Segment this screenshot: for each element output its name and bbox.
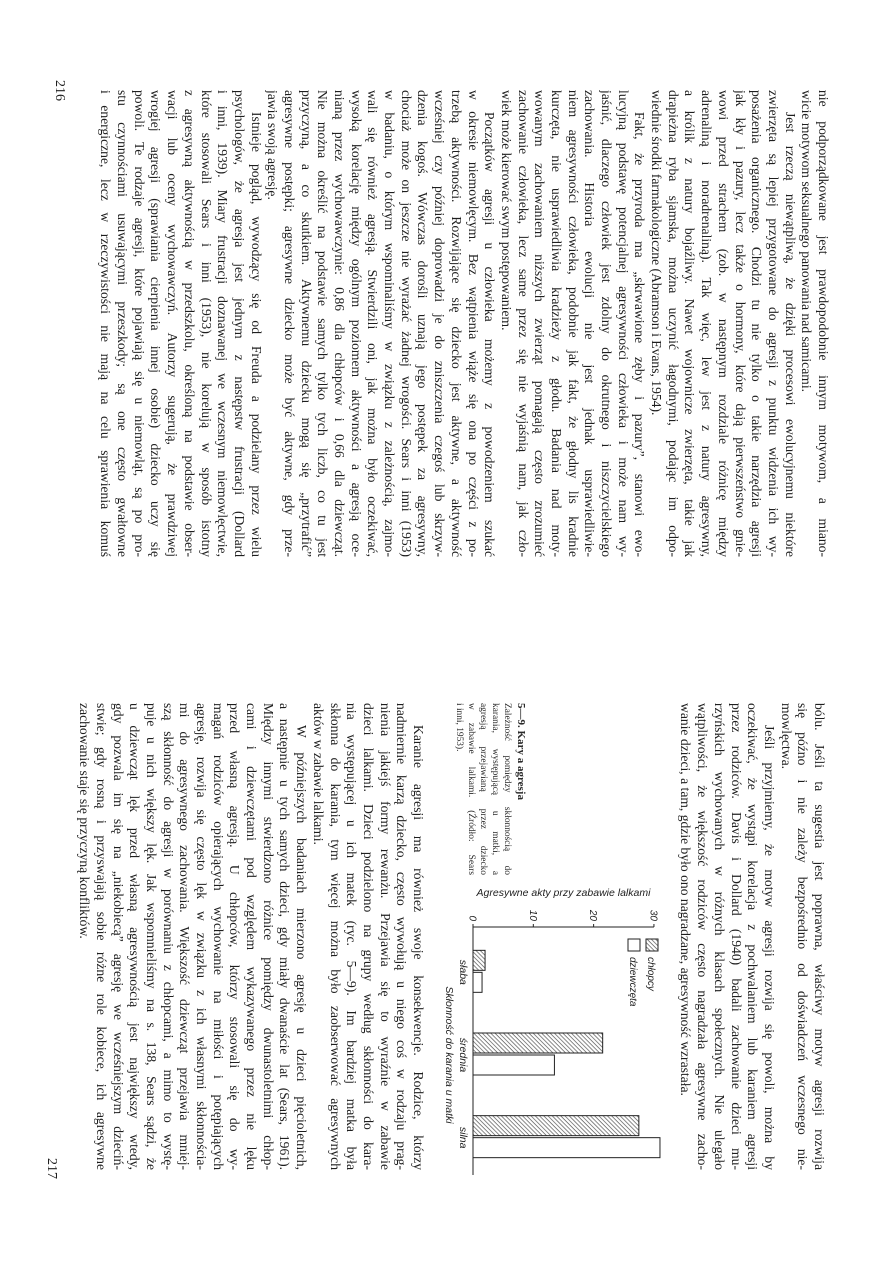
text-line: wysoką korelację między ogólnym poziomem aktywności a agresją oce- <box>348 90 364 557</box>
bar-średnia-dziewczęta <box>473 1055 554 1075</box>
text-line: nianą przez wychowawczynie: 0,86 dla chłopców i 0,66 dla dziewcząt. <box>332 90 348 557</box>
text-line: nie podporządkowane jest prawdopodobnie innym motywom, a miano- <box>816 90 831 557</box>
text-line: wątpliwości, że większość rodziców często nagradzała agresywne zacho- <box>695 703 711 1170</box>
category-label: silna <box>457 1126 469 1149</box>
text-line: chociaż może on jeszcze nie wyrażać żadnej wrogości. Sears i inni (1953) <box>398 90 414 557</box>
text-line: się późno i nie zależy bezpośrednio od doświadczeń wczesnego nie- <box>795 703 811 1170</box>
text-line: nienia jakiejś formy rewanżu. Przejawia się to wyraźnie w zabawie <box>377 703 393 1170</box>
bar-średnia-chłopcy <box>473 1033 603 1053</box>
text-line: stu czynnościami usuwającymi przeszkody; są one często gwałtowne <box>115 90 131 557</box>
page-number-217: 217 <box>44 1158 59 1179</box>
page-216-text <box>97 90 831 557</box>
text-line: puje u nich większy lęk. Jak wspomnieliśmy na s. 138, Sears sądzi, że <box>144 703 159 1170</box>
text-line: mowlęctwa. <box>778 703 794 770</box>
page-number-216: 216 <box>52 80 67 101</box>
legend-label: chłopcy <box>645 957 656 991</box>
text-line: niem agresywności człowieka, podobnie jak fakt, że głodny lis kradnie <box>565 90 581 557</box>
text-line: nadmiernie karzą dziecko, często wywołują u niego coś w rodzaju prag- <box>394 703 410 1170</box>
text-line: zachowanie staje się przyczyną konfliktów. <box>77 703 93 939</box>
bar-chart <box>433 882 688 1180</box>
text-line: a królik z natury bojaźliwy. Nawet wojownicze zwierzęta, takie jak <box>682 90 698 557</box>
text-line: zwierzęta są lepiej przygotowane do agresji z punktu widzenia ich wy- <box>765 90 781 557</box>
text-line: skłonna do karania, tym więcej można było zaobserwować agresywnych <box>327 703 343 1170</box>
text-line: gdy pozwala im się na „niekobiecą” agresję we wcześniejszym dzieciń- <box>110 703 126 1170</box>
text-line: a następnie u tych samych dzieci, gdy miały dwanaście lat (Sears, 1961). <box>277 703 293 1170</box>
page-217-text-bottom <box>76 703 426 1170</box>
text-line: i energiczne, lecz w rzeczywistości nie mają na celu sprawienia komuś <box>98 90 114 557</box>
text-line: psychologów, że agresja jest jednym z następstw frustracji (Dollard <box>231 90 247 557</box>
text-line: cami i dziewczętami pod względem wykazywanego przez nie lęku <box>244 703 260 1170</box>
bar-silna-chłopcy <box>473 1116 639 1136</box>
text-line: powoli. Te rodzaje agresji, które pojawiają się u niemowląt, są po pro- <box>131 90 147 557</box>
text-line: wicie motywom seksualnego panowania nad samicami. <box>799 90 815 393</box>
text-line: agresję, rozwija się często lęk w związku z ich własnymi skłonnościa- <box>194 703 210 1170</box>
text-line: u dziewcząt lęk przed własną agresywnością jest największy wtedy, <box>127 703 143 1170</box>
text-line: wali się również agresją. Stwierdzili oni, jak można było oczekiwać, <box>365 90 381 557</box>
text-line: szą skłonność do agresji w porównaniu z chłopcami, a mimo to wystę- <box>160 703 176 1170</box>
text-line: Nie można określić na podstawie samych tylko tych liczb, co tu jest <box>315 90 331 557</box>
text-line: wrogiej agresji (sprawiania cierpienia innej osobie) dziecko uczy się <box>148 90 164 557</box>
category-label: słaba <box>457 959 469 985</box>
text-line: wanie dzieci, a tam, gdzie było ono nagradzane, agresywność wzrastała. <box>678 703 694 1096</box>
text-line: w badaniu, o którym wspominaliśmy w związku z zależnością, zajmo- <box>382 90 398 557</box>
text-line: wiednie środki farmakologiczne (Abramson i Evans, 1954). <box>649 90 665 416</box>
bar-silna-dziewczęta <box>473 1138 660 1158</box>
text-line: posażenia organicznego. Chodzi tu nie tylko o takie narzędzia agresji <box>749 90 765 557</box>
text-line: kurczęta, nie usprawiedliwia kradzieży z głodu. Badania nad moty- <box>549 90 564 557</box>
y-tick-label: 10 <box>526 909 538 921</box>
legend-label: dziewczęta <box>627 957 638 1007</box>
text-line: oczekiwać, że wystąpi korelacja z pochwalaniem lub karaniem agresji <box>745 703 761 1170</box>
text-line: wowi przed strachem (zob. w następnym rozdziale różnicę między <box>715 90 731 557</box>
figure-caption <box>453 703 527 875</box>
y-tick-label: 20 <box>587 909 599 921</box>
text-line: jaśnić, dlaczego człowiek jest zdolny do okrutnego i niszczycielskiego <box>599 90 615 557</box>
text-line: aktów w zabawie lalkami. <box>310 703 326 845</box>
category-label: średnia <box>457 1037 469 1073</box>
text-line: adrenaliną i noradrenaliną). Tak więc, lew jest z natury agresywny, <box>699 90 715 557</box>
text-line: zachowanie człowieka, lecz same przez się nie wyjaśnią nam, jak czło- <box>515 90 531 557</box>
text-line: drapieżna ryba sjamska, można uczynić łagodnymi, podając im odpo- <box>665 90 681 557</box>
y-tick-label: 0 <box>466 915 478 921</box>
text-line: jawia swoją agresję. <box>265 90 281 200</box>
text-line: magań rodziców opierających wychowanie na miłości i potępiających <box>210 703 226 1170</box>
text-line: wacji lub oceny wychowawczyń. Autorzy sugerują, że prawdziwej <box>165 90 181 557</box>
caption-line: i inni, 1953). <box>454 703 464 752</box>
caption-line: agresją przejawianą przez dziecko <box>478 703 488 875</box>
text-line: Karanie agresji ma również swoje konsekwencje. Rodzice, którzy <box>411 725 426 1170</box>
bar-słaba-chłopcy <box>473 950 485 970</box>
y-axis-title: Agresywne akty przy zabawie lalkami <box>476 887 651 899</box>
text-line: bólu. Jeśli ta sugestia jest poprawna, właściwy motyw agresji rozwija <box>812 703 827 1170</box>
text-line: przyczyną, a co skutkiem. Aktywnemu dziecku mogą się „przytrafić” <box>298 90 314 557</box>
text-line: dzenia kogoś. Wówczas dorośli uznają jego postępek za agresywny, <box>415 90 431 557</box>
text-line: z agresywną aktywnością w przedszkolu, określoną na podstawie obser- <box>181 90 197 557</box>
legend-swatch <box>646 939 658 951</box>
text-line: jak kły i pazury, lecz także o hormony, które dają pierwszeństwo gnie- <box>732 90 748 557</box>
text-line: Fakt, że przyroda ma „skrwawione zęby i pazury”, stanowi ewo- <box>632 112 648 557</box>
caption-line: w zabawie lalkami. (Źródło: Sears <box>466 703 476 875</box>
text-line: agresywne postępki; agresywne dziecko może być aktywne, gdy prze- <box>282 90 297 557</box>
caption-line: Zależność pomiędzy skłonnością do <box>502 703 512 875</box>
legend-swatch <box>628 939 640 951</box>
page-217-text-top <box>677 703 827 1170</box>
text-line: przez rodziców. Davis i Dollard (1940) badali zachowanie dzieci mu- <box>728 703 744 1170</box>
text-line: nia występującej u ich matek (ryc. 5—9). Im bardziej matka była <box>344 703 360 1170</box>
caption-line: karania, występującą u matki, a <box>490 703 500 875</box>
text-line: Jest rzeczą niewątpliwą, że dzięki procesowi ewolucyjnemu niektóre <box>782 112 798 557</box>
text-line: dzieci lalkami. Dzieci podzielono na grupy według skłonności do kara- <box>360 703 376 1170</box>
text-line: wcześniej czy później doprowadzi je do zniszczenia czegoś lub skrzyw- <box>432 90 448 557</box>
text-line: wowanym zachowaniem niższych zwierząt pomagają często zrozumieć <box>532 90 548 557</box>
text-line: Początków agresji u człowieka możemy z powodzeniem szukać <box>482 112 498 557</box>
text-line: W późniejszych badaniach mierzono agresję u dzieci pięcioletnich, <box>294 725 310 1170</box>
text-line: Między innymi stwierdzono różnice pomiędzy dwunastoletnimi chłop- <box>260 703 276 1170</box>
x-axis-title: Skłonność do karania u matki <box>443 986 455 1124</box>
bar-słaba-dziewczęta <box>473 972 482 992</box>
text-line: wiek może kierować swym postępowaniem. <box>498 90 514 331</box>
text-line: lucyjną podstawę potencjalnej agresywności człowieka i może nam wy- <box>615 90 631 557</box>
text-line: trzebą aktywności. Rozwijające się dziecko jest aktywne, a aktywność <box>448 90 464 557</box>
text-line: rzyńskich wychowanych w różnych klasach społecznych. Nie ulegało <box>711 703 727 1170</box>
text-line: mi do agresywnego zachowania. Większość dziewcząt przejawia mniej- <box>177 703 193 1170</box>
text-line: w okresie niemowlęcym. Bez wątpienia wiąże się ona po części z po- <box>465 90 481 557</box>
text-line: i inni, 1939). Miary frustracji doznawanej we wczesnym niemowlęctwie, <box>215 90 231 557</box>
text-line: zachowania. Historia ewolucji nie jest jednak usprawiedliwie- <box>582 90 598 557</box>
text-line: które stosowali Sears i inni (1953), nie korelują w sposób istotny <box>198 90 214 557</box>
y-tick-label: 30 <box>647 909 659 921</box>
text-line: Istnieje pogląd, wywodzący się od Freuda a podzielany przez wielu <box>248 112 264 557</box>
text-line: przed własną agresją. U chłopców, którzy stosowali się do wy- <box>227 703 243 1170</box>
figure-title: 5—9. Kary a agresja <box>515 703 527 800</box>
text-line: Jeśli przyjmiemy, że motyw agresji rozwija się powoli, można by <box>761 725 777 1170</box>
text-line: stwie; gdy rosną i przyswajają sobie różne role kobiece, ich agresywne <box>93 703 109 1170</box>
